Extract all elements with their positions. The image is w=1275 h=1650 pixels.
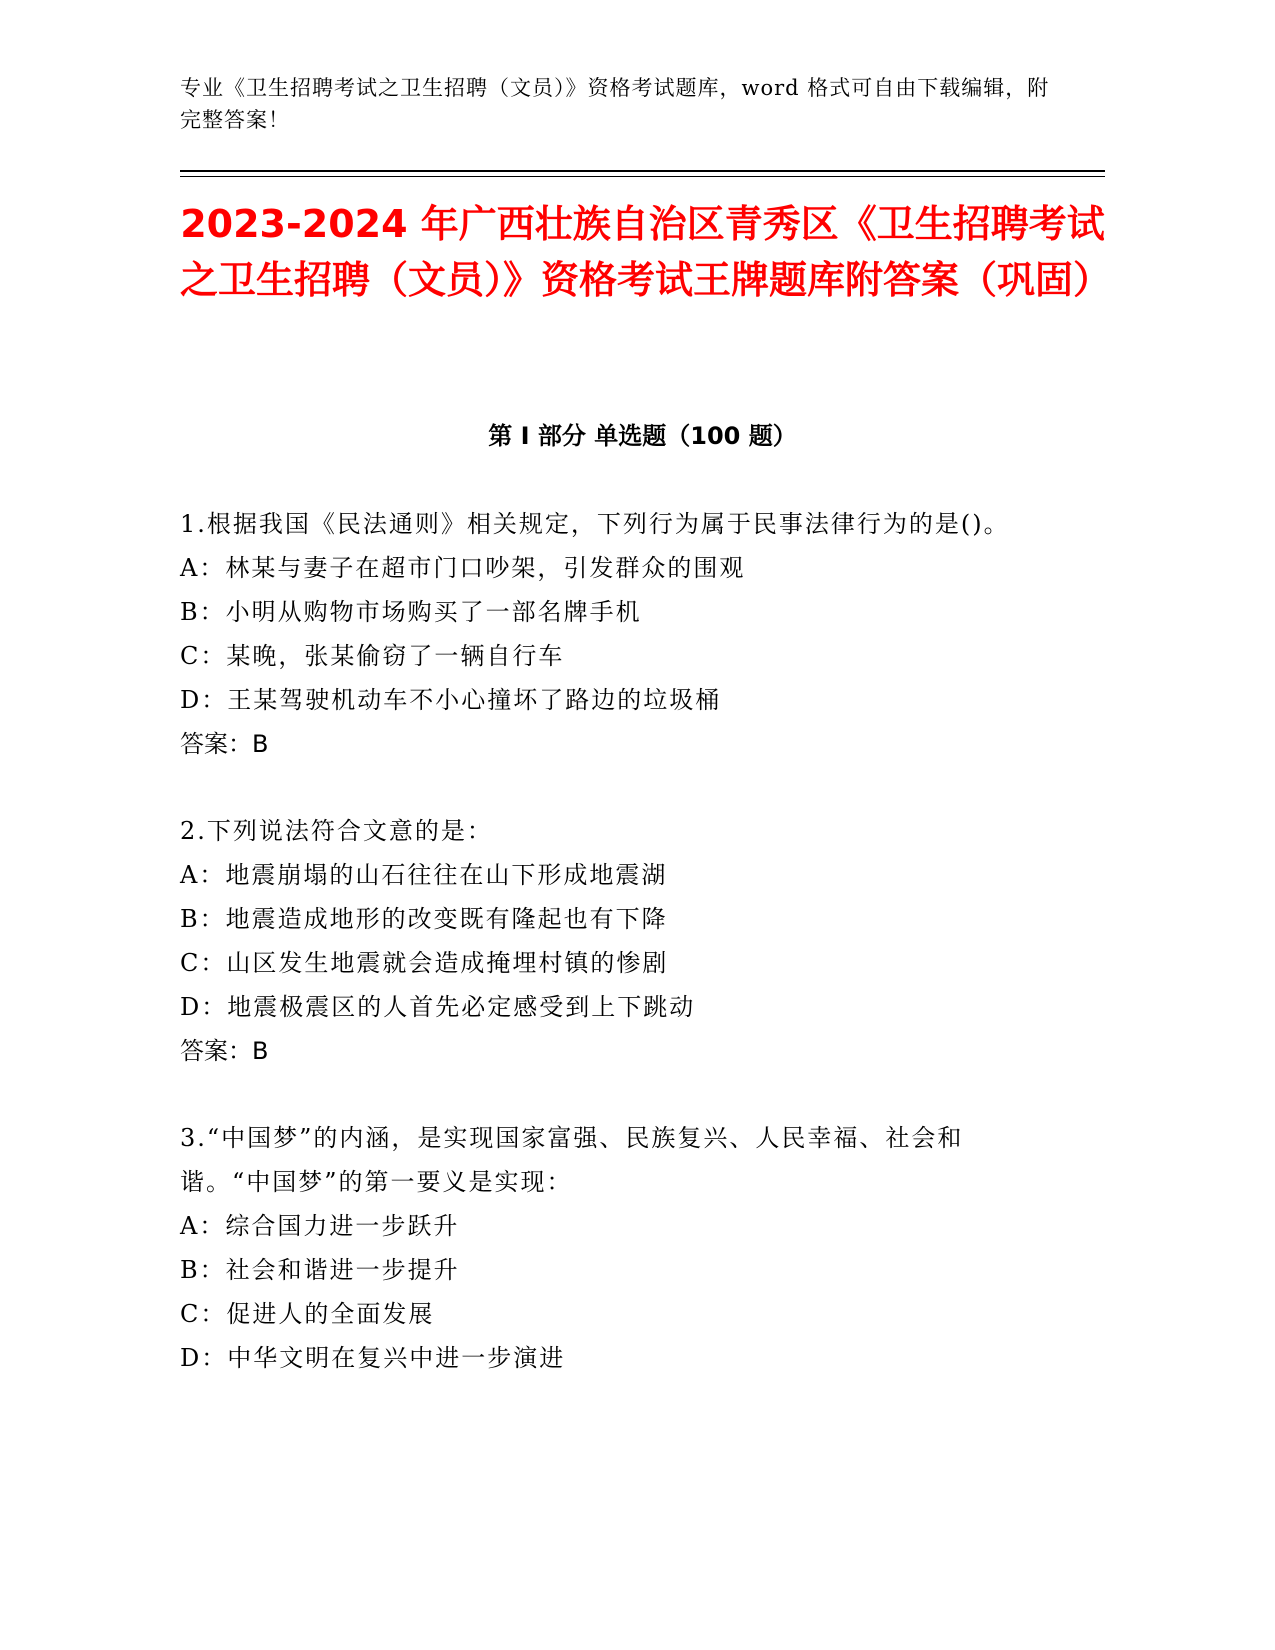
option-b: B：小明从购物市场购买了一部名牌手机 <box>180 598 642 626</box>
option-d: D：中华文明在复兴中进一步演进 <box>180 1344 566 1372</box>
section-heading: 第 I 部分 单选题（100 题） <box>488 422 797 450</box>
option-d: D：地震极震区的人首先必定感受到上下跳动 <box>180 993 696 1021</box>
document-title: 2023-2024 年广西壮族自治区青秀区《卫生招聘考试之卫生招聘（文员）》资格考试王牌题库附答案（巩固） <box>180 202 1112 302</box>
option-c: C：某晚，张某偷窃了一辆自行车 <box>180 642 565 670</box>
answer-line: 答案：B <box>180 1037 269 1065</box>
question-stem: 1.根据我国《民法通则》相关规定，下列行为属于民事法律行为的是()。 <box>180 510 1010 538</box>
answer-line: 答案：B <box>180 730 269 758</box>
option-d: D：王某驾驶机动车不小心撞坏了路边的垃圾桶 <box>180 686 722 714</box>
option-a: A：地震崩塌的山石往往在山下形成地震湖 <box>180 861 668 889</box>
option-a: A：林某与妻子在超市门口吵架，引发群众的围观 <box>180 554 746 582</box>
header-rule-thick <box>180 170 1105 172</box>
option-c: C：促进人的全面发展 <box>180 1300 435 1328</box>
option-c: C：山区发生地震就会造成掩埋村镇的惨剧 <box>180 949 669 977</box>
option-a: A：综合国力进一步跃升 <box>180 1212 460 1240</box>
question-3 <box>180 1116 1040 1380</box>
question-stem: 2.下列说法符合文意的是： <box>180 817 493 845</box>
option-b: B：地震造成地形的改变既有隆起也有下降 <box>180 905 668 933</box>
question-list <box>180 502 1040 1423</box>
header-note: 专业《卫生招聘考试之卫生招聘（文员）》资格考试题库，word 格式可自由下载编辑，附完整答案！ <box>180 76 1050 132</box>
option-b: B：社会和谐进一步提升 <box>180 1256 460 1284</box>
question-stem: 3.“中国梦”的内涵，是实现国家富强、民族复兴、人民幸福、社会和谐。“中国梦”的第一要义是实现： <box>180 1124 964 1196</box>
question-1 <box>180 502 1040 766</box>
question-2 <box>180 809 1040 1073</box>
header-rule-thin <box>180 176 1105 177</box>
